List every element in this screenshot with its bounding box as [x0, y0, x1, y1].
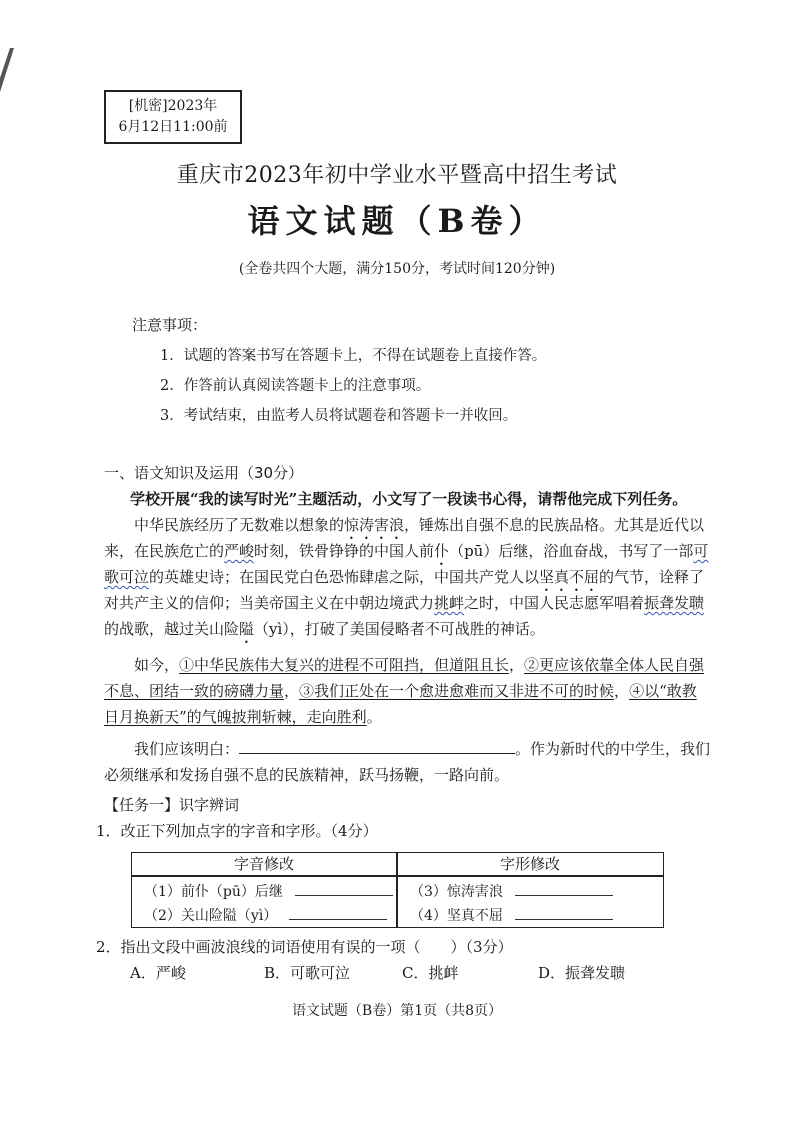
- option-c[interactable]: C．挑衅: [402, 964, 459, 982]
- table-cell: （2）关山险隘（yì）: [144, 905, 387, 925]
- question-2: 2．指出文段中画波浪线的词语使用有误的一项（ ）（3分）: [96, 938, 513, 956]
- passage-line: 中华民族经历了无数难以想象的惊涛害浪，锤炼出自强不息的民族品格。尤其是近代以: [104, 516, 705, 534]
- passage-line: 对共产主义的信仰；当美帝国主义在中朝边境武力挑衅之时，中国人民志愿军唱着振聋发聩: [104, 594, 705, 612]
- underlined-sentence: ①中华民族伟大复兴的进程不可阻挡，但道阻且长: [179, 656, 510, 674]
- paper-title: 语文试题（B卷）: [247, 202, 547, 240]
- option-b[interactable]: B．可歌可泣: [264, 964, 351, 982]
- underlined-sentence: ②更应该依靠全体人民自强: [524, 656, 705, 674]
- passage-line: 歌可泣的英雄史诗；在国民党白色恐怖肆虐之际，中国共产党人以坚真不屈的气节，诠释了: [104, 568, 705, 586]
- answer-line[interactable]: [289, 906, 387, 920]
- passage-line: 日月换新天”的气魄披荆斩棘，走向胜利。: [104, 708, 382, 726]
- wavy-word: 严峻: [224, 542, 255, 560]
- passage-line: 必须继承和发扬自强不息的民族精神，跃马扬鞭，一路向前。: [104, 766, 510, 784]
- table-header-character: 字形修改: [499, 855, 560, 873]
- underlined-sentence: 不息、团结一致的磅礴力量: [104, 682, 285, 700]
- marked-word: 坚真不屈: [539, 568, 600, 586]
- marked-word: 惊涛害浪: [344, 516, 405, 534]
- task-label: 【任务一】识字辨词: [104, 796, 240, 814]
- exam-title: 重庆市2023年初中学业水平暨高中招生考试: [176, 163, 618, 188]
- table-cell: （1）前仆（pū）后继: [144, 881, 393, 901]
- answer-table: [131, 852, 664, 928]
- wavy-word: 振聋发聩: [644, 594, 705, 612]
- wavy-word: 可: [693, 542, 709, 560]
- marked-char: 仆: [434, 542, 450, 560]
- table-divider: [132, 875, 663, 877]
- table-cell: （3）惊涛害浪: [410, 881, 613, 901]
- confidential-box: [104, 90, 242, 144]
- question-1: 1．改正下列加点字的字音和字形。（4分）: [96, 822, 378, 840]
- passage-line: 不息、团结一致的磅礴力量，③我们正处在一个愈进愈难而又非进不可的时候，④以“敢教: [104, 682, 697, 700]
- answer-line[interactable]: [515, 882, 613, 896]
- confidential-line-1: [机密]2023年: [128, 98, 218, 114]
- section-heading: 一、语文知识及运用（30分）: [104, 464, 304, 482]
- underlined-sentence: ④以“敢教: [629, 682, 697, 700]
- answer-blank[interactable]: [239, 739, 515, 754]
- scan-corner-mark: [0, 48, 18, 98]
- confidential-line-2: 6月12日11:00前: [118, 119, 228, 135]
- passage-line: 我们应该明白： 。作为新时代的中学生，我们: [104, 740, 711, 758]
- wavy-word: 挑衅: [434, 594, 465, 612]
- table-cell: （4）坚真不屈: [410, 905, 613, 925]
- notice-heading: 注意事项：: [132, 316, 208, 334]
- passage-line: 的战歌，越过关山险隘（yì），打破了美国侵略者不可战胜的神话。: [104, 620, 545, 638]
- page-footer: 语文试题（B卷）第1页（共8页）: [291, 1003, 503, 1019]
- notice-item: 1．试题的答案书写在答题卡上，不得在试题卷上直接作答。: [160, 348, 547, 364]
- passage-line: 来，在民族危亡的严峻时刻，铁骨铮铮的中国人前仆（pū）后继，浴血奋战，书写了一部可: [104, 542, 709, 560]
- table-header-pronunciation: 字音修改: [233, 855, 294, 873]
- underlined-sentence: 日月换新天”的气魄披荆斩棘，走向胜利: [104, 708, 367, 726]
- passage-line: 如今，①中华民族伟大复兴的进程不可阻挡，但道阻且长，②更应该依靠全体人民自强: [104, 656, 705, 674]
- exam-info: (全卷共四个大题，满分150分，考试时间120分钟): [238, 261, 556, 277]
- underlined-sentence: ③我们正处在一个愈进愈难而又非进不可的时候: [299, 682, 615, 700]
- option-d[interactable]: D．振聋发聩: [538, 964, 626, 982]
- answer-line[interactable]: [515, 906, 613, 920]
- option-a[interactable]: A．严峻: [130, 964, 186, 982]
- wavy-word: 歌可泣: [104, 568, 150, 586]
- marked-char: 隘: [239, 620, 255, 638]
- notice-item: 2．作答前认真阅读答题卡上的注意事项。: [160, 378, 431, 394]
- notice-item: 3．考试结束，由监考人员将试题卷和答题卡一并收回。: [160, 408, 518, 424]
- task-intro: 学校开展“我的读写时光”主题活动，小文写了一段读书心得，请帮他完成下列任务。: [130, 490, 688, 508]
- answer-line[interactable]: [295, 882, 393, 896]
